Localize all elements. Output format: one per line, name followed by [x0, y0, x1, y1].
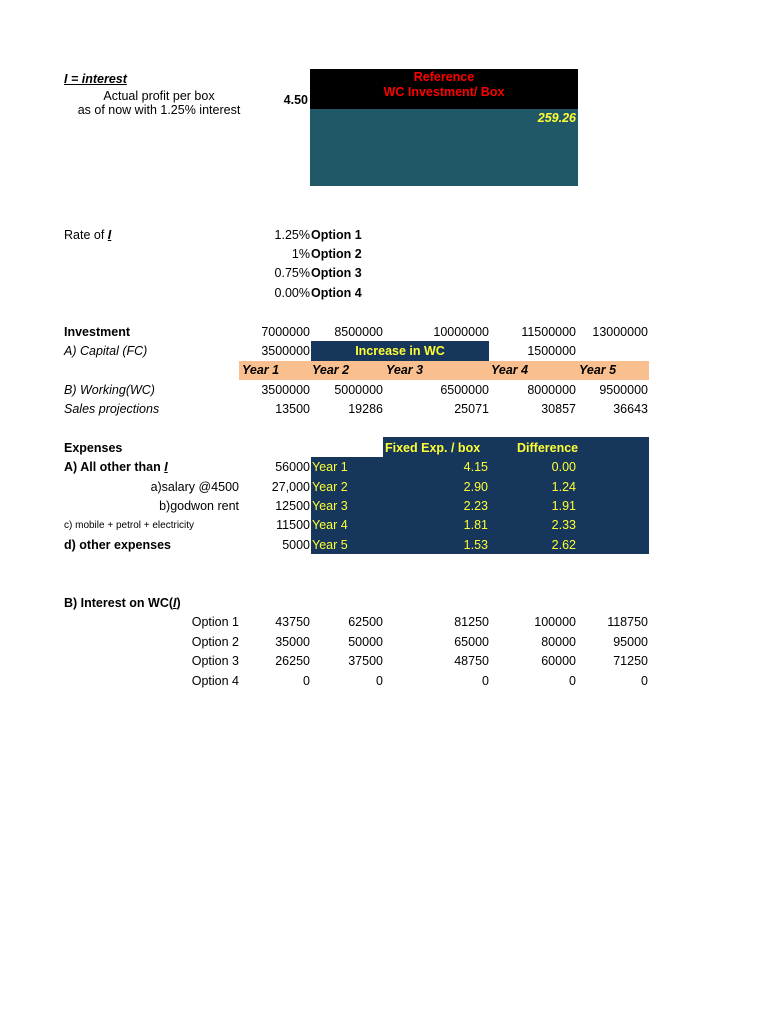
- expense-fixed-3: 2.23: [463, 499, 488, 513]
- interest-o4-y2: 0: [376, 674, 383, 688]
- expense-diff-4: 2.33: [551, 518, 576, 532]
- interest-wc-label: [64, 594, 181, 612]
- interest-o4-y3: 0: [482, 674, 489, 688]
- year-header-2: Year 2: [312, 363, 350, 377]
- sales-y5: 36643: [613, 402, 648, 416]
- expense-row-label-1: [64, 458, 168, 476]
- investment-label: Investment: [64, 325, 130, 339]
- interest-o3-y2: 37500: [348, 654, 383, 668]
- investment-y5: 13000000: [592, 325, 648, 339]
- reference-subtitle: WC Investment/ Box: [383, 85, 505, 99]
- working-label: B) Working(WC): [64, 383, 155, 397]
- working-y5: 9500000: [599, 383, 648, 397]
- fixed-exp-header: Fixed Exp. / box: [385, 441, 481, 455]
- expense-year-3: Year 3: [312, 499, 348, 513]
- rate-label-symbol: I: [107, 228, 112, 242]
- sales-y4: 30857: [541, 402, 576, 416]
- capital-label: A) Capital (FC): [64, 344, 148, 358]
- interest-o2-y4: 80000: [541, 635, 576, 649]
- interest-o3-y1: 26250: [275, 654, 310, 668]
- expense-row-label-1-symbol: I: [164, 460, 168, 474]
- expense-diff-1: 0.00: [551, 460, 576, 474]
- rate-pct-1: 1.25%: [274, 228, 310, 242]
- profit-label-line1: Actual profit per box: [103, 89, 215, 103]
- interest-o4-y1: 0: [303, 674, 310, 688]
- difference-header: Difference: [517, 441, 579, 455]
- interest-o2-y2: 50000: [348, 635, 383, 649]
- increase-in-wc-label: Increase in WC: [355, 344, 445, 358]
- sales-y1: 13500: [275, 402, 310, 416]
- interest-option-4: Option 4: [191, 674, 239, 688]
- working-y3: 6500000: [440, 383, 489, 397]
- year-header-5: Year 5: [579, 363, 617, 377]
- interest-o3-y4: 60000: [541, 654, 576, 668]
- working-y4: 8000000: [527, 383, 576, 397]
- expense-value-4: 11500: [276, 518, 310, 532]
- interest-o1-y1: 43750: [275, 615, 310, 629]
- capital-value-y4: 1500000: [527, 344, 576, 358]
- year-header-1: Year 1: [242, 363, 280, 377]
- expense-row-label-4: c) mobile + petrol + electricity: [64, 520, 195, 531]
- expense-row-label-3: b)godwon rent: [159, 499, 239, 513]
- interest-o3-y3: 48750: [454, 654, 489, 668]
- interest-wc-label-symbol: I: [173, 596, 177, 610]
- profit-label-line2: as of now with 1.25% interest: [77, 103, 241, 117]
- working-y2: 5000000: [334, 383, 383, 397]
- expense-fixed-4: 1.81: [463, 518, 488, 532]
- interest-definition-text: = interest: [67, 72, 127, 86]
- year-header-3: Year 3: [386, 363, 424, 377]
- investment-y4: 11500000: [521, 325, 576, 339]
- reference-title: Reference: [413, 70, 475, 84]
- interest-symbol: I: [64, 72, 68, 86]
- sales-label: Sales projections: [64, 402, 160, 416]
- interest-o3-y5: 71250: [613, 654, 648, 668]
- rate-label-text: Rate of: [64, 228, 108, 242]
- expense-row-label-2: a)salary @4500: [150, 480, 239, 494]
- interest-o1-y3: 81250: [454, 615, 489, 629]
- interest-option-3: Option 3: [191, 654, 239, 668]
- expense-value-3: 12500: [275, 499, 310, 513]
- interest-o2-y3: 65000: [454, 635, 489, 649]
- expenses-label: Expenses: [64, 441, 123, 455]
- expense-value-5: 5000: [282, 538, 310, 552]
- sales-y3: 25071: [454, 402, 489, 416]
- interest-wc-label-end: ): [176, 596, 181, 610]
- year-header-4: Year 4: [491, 363, 529, 377]
- expense-year-4: Year 4: [312, 518, 348, 532]
- rate-pct-4: 0.00%: [274, 286, 310, 300]
- interest-option-2: Option 2: [191, 635, 239, 649]
- expense-diff-3: 1.91: [551, 499, 576, 513]
- rate-label: [64, 226, 111, 244]
- rate-pct-2: 1%: [291, 247, 310, 261]
- investment-y1: 7000000: [261, 325, 310, 339]
- interest-definition: [64, 70, 127, 88]
- investment-y3: 10000000: [433, 325, 489, 339]
- expense-fixed-5: 1.53: [463, 538, 488, 552]
- interest-o2-y1: 35000: [275, 635, 310, 649]
- interest-o1-y2: 62500: [348, 615, 383, 629]
- rate-option-3: Option 3: [311, 266, 362, 280]
- expense-row-label-5: d) other expenses: [64, 538, 171, 552]
- reference-value: 259.26: [537, 111, 576, 125]
- expense-row-label-1-text: A) All other than: [64, 460, 165, 474]
- expense-year-2: Year 2: [312, 480, 348, 494]
- interest-wc-label-text: B) Interest on WC(: [64, 596, 174, 610]
- interest-o1-y4: 100000: [534, 615, 576, 629]
- working-y1: 3500000: [261, 383, 310, 397]
- investment-y2: 8500000: [334, 325, 383, 339]
- expense-value-2: 27,000: [271, 480, 310, 494]
- interest-o2-y5: 95000: [613, 635, 648, 649]
- expense-fixed-1: 4.15: [463, 460, 488, 474]
- expense-fixed-2: 2.90: [463, 480, 488, 494]
- rate-pct-3: 0.75%: [274, 266, 310, 280]
- sales-y2: 19286: [348, 402, 383, 416]
- expense-year-1: Year 1: [312, 460, 348, 474]
- rate-option-2: Option 2: [311, 247, 362, 261]
- interest-o4-y5: 0: [641, 674, 648, 688]
- expense-value-1: 56000: [275, 460, 310, 474]
- profit-value: 4.50: [283, 93, 308, 107]
- expense-diff-2: 1.24: [551, 480, 576, 494]
- expense-year-5: Year 5: [312, 538, 348, 552]
- interest-option-1: Option 1: [191, 615, 239, 629]
- expense-diff-5: 2.62: [551, 538, 576, 552]
- interest-o4-y4: 0: [569, 674, 576, 688]
- rate-option-4: Option 4: [311, 286, 362, 300]
- interest-o1-y5: 118750: [607, 615, 648, 629]
- capital-value: 3500000: [261, 344, 310, 358]
- rate-option-1: Option 1: [311, 228, 362, 242]
